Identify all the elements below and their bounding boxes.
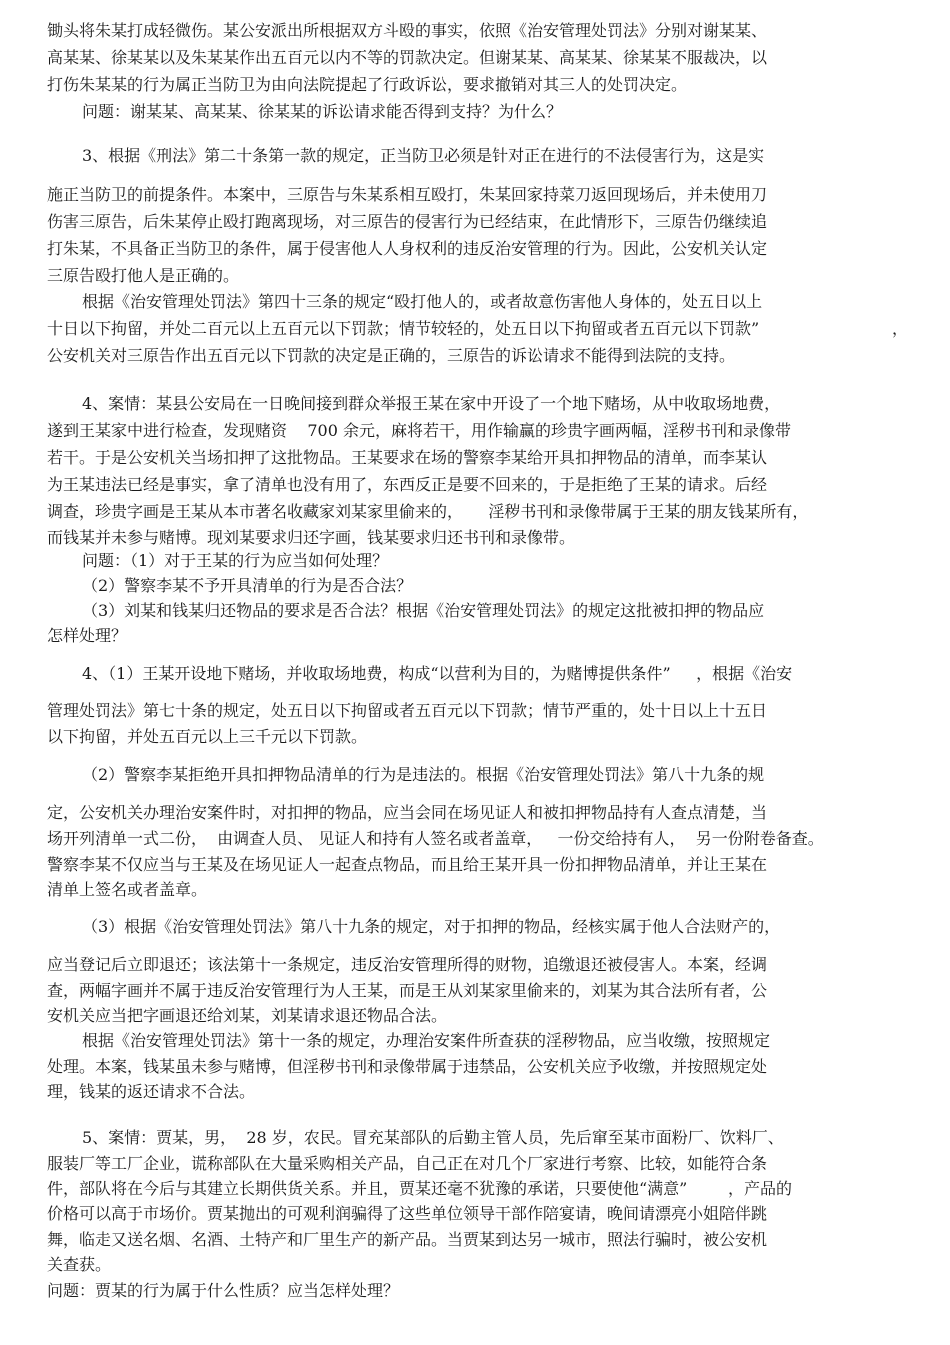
text-line: 价格可以高于市场价。贾某抛出的可观利润骗得了这些单位领导干部作陪宴请，晚间请漂亮小姐陪伴跳	[47, 1204, 768, 1223]
text-line: 为王某违法已经是事实，拿了清单也没有用了，东西反正是要不回来的，于是拒绝了王某的请求。后经	[47, 475, 768, 494]
text-line: 而钱某并未参与赌博。现刘某要求归还字画，钱某要求归还书刊和录像带。	[47, 528, 576, 547]
text-line: 打朱某，不具备正当防卫的条件，属于侵害他人人身权利的违反治安管理的行为。因此，公安机关认定	[47, 239, 768, 258]
text-line: 根据《治安管理处罚法》第十一条的规定，办理治安案件所查获的淫秽物品，应当收缴，按照规定	[82, 1031, 771, 1050]
text-line: 警察李某不仅应当与王某及在场见证人一起查点物品，而且给王某开具一份扣押物品清单，并让王某在	[47, 855, 768, 874]
text-line: 问题：谢某某、高某某、徐某某的诉讼请求能否得到支持？为什么？	[82, 102, 563, 121]
text-line: 怎样处理？	[47, 626, 128, 645]
text-line: 4、案情：某县公安局在一日晚间接到群众举报王某在家中开设了一个地下赌场，从中收取场地费，	[82, 394, 781, 413]
text-line: 关查获。	[47, 1255, 112, 1274]
text-line: （3）刘某和钱某归还物品的要求是否合法？根据《治安管理处罚法》的规定这批被扣押的物品应	[82, 601, 765, 620]
text-line: 管理处罚法》第七十条的规定，处五日以下拘留或者五百元以下罚款；情节严重的，处十日以上十五日	[47, 701, 768, 720]
text-line: 调查，珍贵字画是王某从本市著名收藏家刘某家里偷来的， 淫秽书刊和录像带属于王某的朋友钱某所有，	[47, 502, 809, 521]
text-line: （2）警察李某拒绝开具扣押物品清单的行为是违法的。根据《治安管理处罚法》第八十九条的规	[82, 765, 765, 784]
text-line: 公安机关对三原告作出五百元以下罚款的决定是正确的，三原告的诉讼请求不能得到法院的支持。	[47, 346, 736, 365]
text-line: 处理。本案，钱某虽未参与赌博，但淫秽书刊和录像带属于违禁品，公安机关应予收缴，并按照规定处	[47, 1057, 768, 1076]
text-line: 查，两幅字画并不属于违反治安管理行为人王某，而是王从刘某家里偷来的，刘某为其合法所有者，公	[47, 981, 768, 1000]
text-line: 打伤朱某某的行为属正当防卫为由向法院提起了行政诉讼，要求撤销对其三人的处罚决定。	[47, 75, 688, 94]
text-line: 理，钱某的返还请求不合法。	[47, 1082, 256, 1101]
text-line: 根据《治安管理处罚法》第四十三条的规定“殴打他人的，或者故意伤害他人身体的，处五日以上	[82, 292, 763, 311]
text-line: 问题：贾某的行为属于什么性质？应当怎样处理？	[47, 1281, 400, 1300]
text-line: 安机关应当把字画退还给刘某，刘某请求退还物品合法。	[47, 1006, 448, 1025]
text-line: 4、（1）王某开设地下赌场，并收取场地费，构成“以营利为目的，为赌博提供条件” ，根据《治安	[82, 664, 793, 683]
text-line: 件，部队将在今后与其建立长期供货关系。并且，贾某还毫不犹豫的承诺，只要使他“满意” ，产品的	[47, 1179, 793, 1198]
text-line: 伤害三原告，后朱某停止殴打跑离现场，对三原告的侵害行为已经结束，在此情形下，三原告仍继续追	[47, 212, 768, 231]
text-line: 锄头将朱某打成轻微伤。某公安派出所根据双方斗殴的事实，依照《治安管理处罚法》分别对谢某某、	[47, 21, 768, 40]
text-line: （2）警察李某不予开具清单的行为是否合法？	[82, 576, 413, 595]
text-line: 若干。于是公安机关当场扣押了这批物品。王某要求在场的警察李某给开具扣押物品的清单，而李某认	[47, 448, 768, 467]
text-line: 舞，临走又送名烟、名酒、土特产和厂里生产的新产品。当贾某到达另一城市，照法行骗时，被公安机	[47, 1230, 768, 1249]
text-line: 清单上签名或者盖章。	[47, 880, 208, 899]
text-line: 应当登记后立即退还；该法第十一条规定，违反治安管理所得的财物，追缴退还被侵害人。本案，经调	[47, 955, 768, 974]
text-line: 场开列清单一式二份， 由调查人员、 见证人和持有人签名或者盖章， 一份交给持有人， 另一份附卷备查。	[47, 829, 824, 848]
text-line: 高某某、徐某某以及朱某某作出五百元以内不等的罚款决定。但谢某某、高某某、徐某某不服裁决，以	[47, 48, 768, 67]
text-line: 三原告殴打他人是正确的。	[47, 266, 240, 285]
text-line: ，	[892, 319, 909, 338]
text-line: 以下拘留，并处五百元以上三千元以下罚款。	[47, 727, 368, 746]
text-line: 定，公安机关办理治安案件时，对扣押的物品，应当会同在场见证人和被扣押物品持有人查点清楚，当	[47, 803, 768, 822]
text-line: 施正当防卫的前提条件。本案中，三原告与朱某系相互殴打，朱某回家持菜刀返回现场后，并未使用刀	[47, 185, 768, 204]
text-line: 5、案情：贾某，男， 28 岁，农民。冒充某部队的后勤主管人员，先后窜至某市面粉厂、饮料厂、	[82, 1128, 784, 1147]
text-line: 问题：（1）对于王某的行为应当如何处理？	[82, 551, 389, 570]
text-line: 十日以下拘留，并处二百元以上五百元以下罚款；情节较轻的，处五日以下拘留或者五百元以下罚款”	[47, 319, 760, 338]
text-line: 3、根据《刑法》第二十条第一款的规定，正当防卫必须是针对正在进行的不法侵害行为，这是实	[82, 146, 765, 165]
text-line: 遂到王某家中进行检查，发现赌资 700 余元，麻将若干，用作输赢的珍贵字画两幅，淫秽书刊和录像带	[47, 421, 791, 440]
text-line: 服装厂等工厂企业，谎称部队在大量采购相关产品，自己正在对几个厂家进行考察、比较，如能符合条	[47, 1154, 768, 1173]
text-line: （3）根据《治安管理处罚法》第八十九条的规定，对于扣押的物品，经核实属于他人合法财产的，	[82, 917, 781, 936]
